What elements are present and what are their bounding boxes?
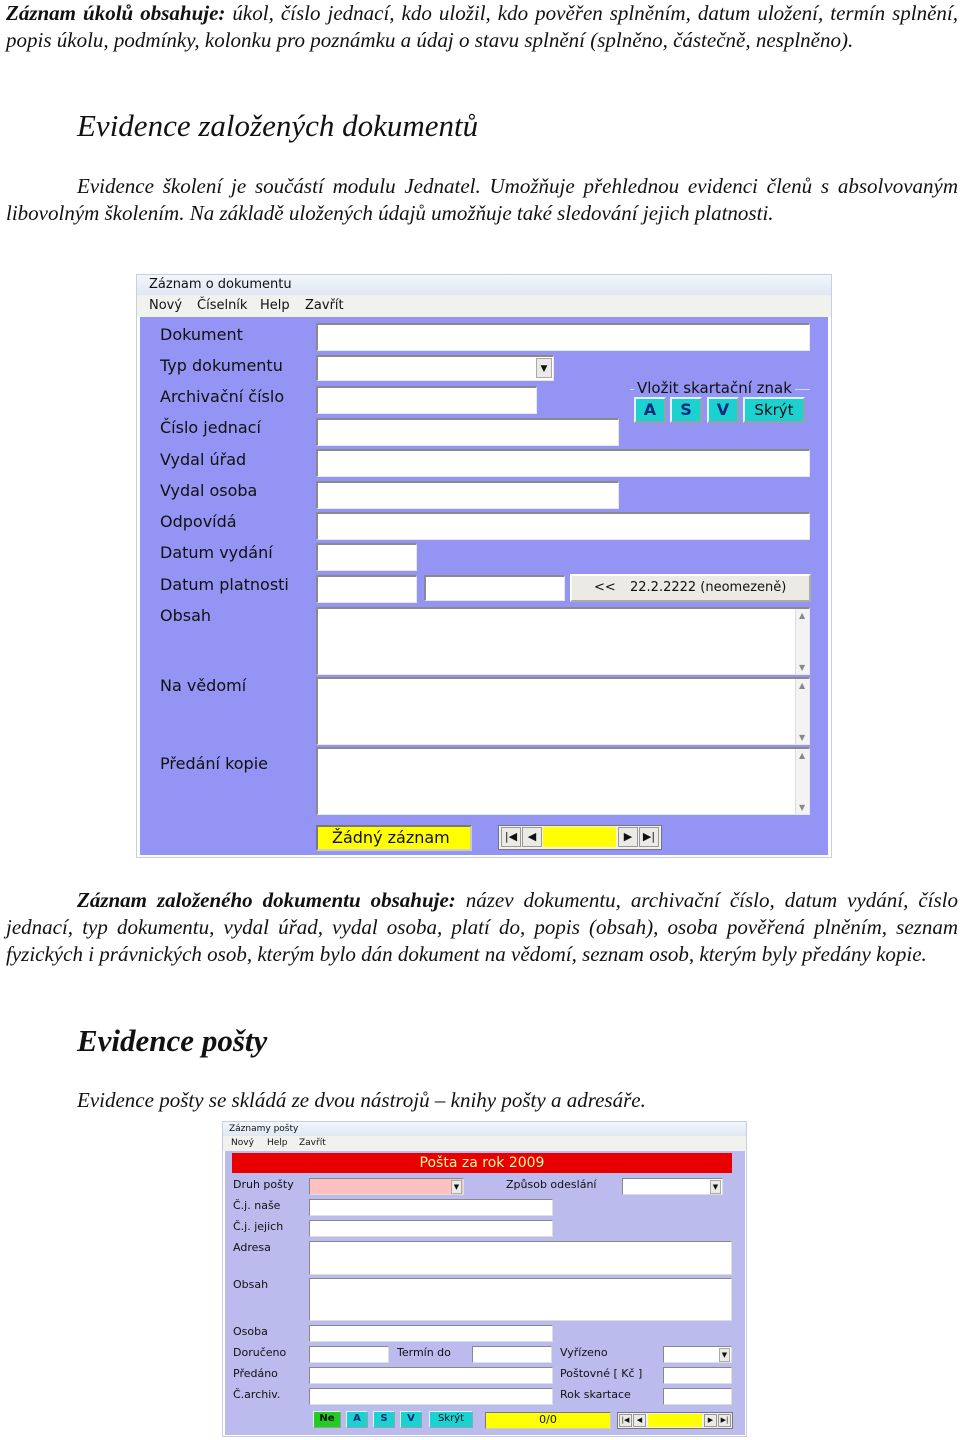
record-navigator: [617, 1412, 733, 1429]
section2-paragraph: Evidence pošty se skládá ze dvou nástrojů – knihy pošty a adresáře.: [77, 1088, 646, 1112]
intro-paragraph: [6, 0, 958, 54]
label-datum-vydani: Datum vydání: [160, 543, 273, 562]
date-button-text: 22.2.2222 (neomezeně): [630, 580, 787, 595]
label-vyrizeno: Vyřízeno: [560, 1346, 608, 1359]
last-record-icon[interactable]: ▶|: [718, 1414, 731, 1427]
dokument-text: název dokumentu, archivační číslo, datum vydání, číslo jednací, typ dokumentu, vydal úřad, vydal osoba, platí do, popis (obsah), osoba pověřená plněním, seznam fyzických i právnických osob, kterým bylo dán dokument na vědomí, seznam osob, kterým byly předány kopie.: [6, 888, 959, 966]
obsah-textarea[interactable]: [309, 1278, 732, 1321]
c-archiv-input[interactable]: [309, 1388, 553, 1405]
next-record-icon[interactable]: ▶: [704, 1414, 717, 1427]
menubar: [223, 1136, 746, 1151]
vydal-urad-input[interactable]: [316, 449, 810, 477]
skartace-v-button[interactable]: V: [400, 1411, 422, 1428]
window-title: Záznamy pošty: [223, 1122, 746, 1136]
label-rok-skartace: Rok skartace: [560, 1388, 631, 1401]
label-druh-posty: Druh pošty: [233, 1178, 294, 1191]
postovne-input[interactable]: [663, 1367, 732, 1384]
scrollbar[interactable]: [795, 749, 809, 814]
status-zadny-zaznam: Žádný záznam: [316, 825, 472, 851]
label-termin-do: Termín do: [397, 1346, 451, 1359]
scroll-down-icon[interactable]: ▼: [799, 733, 806, 742]
heading-dokumenty: Evidence založených dokumentů: [77, 108, 479, 143]
neomezene-date-button[interactable]: [570, 574, 811, 602]
menu-zavrit[interactable]: Zavřít: [299, 1138, 326, 1148]
termin-do-input[interactable]: [472, 1346, 552, 1363]
zpusob-odeslani-select[interactable]: [622, 1178, 723, 1195]
intro-text: úkol, číslo jednací, kdo uložil, kdo pověřen splněním, datum uložení, termín splnění, popis úkolu, podmínky, kolonku pro poznámku a údaj o stavu splnění (splněno, částečně, nesplněno).: [6, 1, 959, 52]
scrollbar[interactable]: [795, 679, 809, 744]
zaznamy-posty-window: [222, 1121, 747, 1437]
cislo-jednaci-input[interactable]: [316, 418, 619, 446]
datum-vydani-input[interactable]: [316, 543, 417, 571]
osoba-input[interactable]: [309, 1325, 553, 1342]
scroll-up-icon[interactable]: ▲: [799, 611, 806, 620]
menubar: [137, 295, 831, 317]
chevron-down-icon[interactable]: ▼: [719, 1348, 730, 1362]
scrollbar[interactable]: [795, 609, 809, 674]
label-dokument: Dokument: [160, 325, 243, 344]
datum-platnosti-extra-input[interactable]: [424, 575, 565, 601]
label-adresa: Adresa: [233, 1241, 271, 1254]
zaznam-o-dokumentu-window: [136, 274, 832, 858]
label-vydal-urad: Vydal úřad: [160, 450, 247, 469]
label-predani-kopie: Předání kopie: [160, 754, 268, 773]
menu-help[interactable]: Help: [260, 298, 290, 313]
druh-posty-select[interactable]: [309, 1178, 464, 1195]
intro-bold: Záznam úkolů obsahuje:: [6, 1, 226, 25]
vyrizeno-select[interactable]: [663, 1346, 732, 1363]
record-position-field[interactable]: [543, 827, 616, 847]
adresa-input[interactable]: [309, 1241, 732, 1275]
typ-dokumentu-select[interactable]: [316, 355, 554, 381]
label-osoba: Osoba: [233, 1325, 268, 1338]
prev-record-icon[interactable]: ◀: [633, 1414, 646, 1427]
record-navigator: [498, 825, 662, 850]
record-count-status: 0/0: [485, 1412, 611, 1429]
skartace-s-button[interactable]: S: [670, 397, 702, 423]
arrows-left-icon: <<: [594, 580, 616, 595]
na-vedomi-textarea[interactable]: [316, 677, 810, 745]
datum-platnosti-input[interactable]: [316, 575, 417, 603]
prev-record-icon[interactable]: ◀: [522, 827, 542, 847]
menu-novy[interactable]: Nový: [231, 1138, 254, 1148]
section1-paragraph: Evidence školení je součástí modulu Jednatel. Umožňuje přehlednou evidenci členů s absolvovaným libovolným školením. Na základě uložených údajů umožňuje také sledování jejich platnosti.: [6, 174, 958, 225]
first-record-icon[interactable]: |◀: [619, 1414, 632, 1427]
scroll-down-icon[interactable]: ▼: [799, 663, 806, 672]
rok-skartace-input[interactable]: [663, 1388, 732, 1405]
form-area: [140, 317, 828, 855]
label-datum-platnosti: Datum platnosti: [160, 575, 289, 594]
dokument-input[interactable]: [316, 323, 810, 351]
label-typ-dokumentu: Typ dokumentu: [160, 356, 283, 375]
label-c-archiv: Č.archiv.: [233, 1388, 281, 1401]
skartace-v-button[interactable]: V: [707, 397, 739, 423]
label-cislo-jednaci: Číslo jednací: [160, 418, 261, 437]
obsah-textarea[interactable]: [316, 607, 810, 675]
predani-kopie-textarea[interactable]: [316, 747, 810, 815]
chevron-down-icon[interactable]: ▼: [536, 358, 552, 378]
next-record-icon[interactable]: ▶: [618, 827, 638, 847]
form-area: [225, 1151, 745, 1435]
posta-banner: Pošta za rok 2009: [232, 1153, 732, 1173]
scroll-down-icon[interactable]: ▼: [799, 803, 806, 812]
label-vydal-osoba: Vydal osoba: [160, 481, 258, 500]
ne-button[interactable]: Ne: [313, 1411, 341, 1428]
scroll-up-icon[interactable]: ▲: [799, 681, 806, 690]
label-cj-nase: Č.j. naše: [233, 1199, 281, 1212]
menu-ciselnik[interactable]: Číselník: [197, 298, 248, 313]
skartace-s-button[interactable]: S: [373, 1411, 395, 1428]
skartacni-group-title: Vložit skartační znak: [634, 379, 795, 397]
label-postovne: Poštovné [ Kč ]: [560, 1367, 643, 1380]
section1-after-paragraph: [6, 887, 958, 968]
menu-novy[interactable]: Nový: [149, 298, 183, 313]
label-obsah: Obsah: [160, 606, 212, 625]
dokument-bold: Záznam založeného dokumentu obsahuje:: [77, 888, 456, 912]
skryt-button[interactable]: Skrýt: [743, 397, 805, 423]
label-odpovida: Odpovídá: [160, 512, 237, 531]
label-predano: Předáno: [233, 1367, 278, 1380]
label-na-vedomi: Na vědomí: [160, 676, 247, 695]
odpovida-input[interactable]: [316, 512, 810, 540]
archivacni-cislo-input[interactable]: [316, 386, 537, 414]
skartace-a-button[interactable]: A: [346, 1411, 368, 1428]
chevron-down-icon[interactable]: ▼: [710, 1180, 721, 1194]
menu-zavrit[interactable]: Zavřít: [305, 298, 344, 313]
menu-help[interactable]: Help: [267, 1138, 288, 1148]
label-zpusob-odeslani: Způsob odeslání: [506, 1178, 597, 1191]
skartace-a-button[interactable]: A: [634, 397, 666, 423]
label-cj-jejich: Č.j. jejich: [233, 1220, 284, 1233]
chevron-down-icon[interactable]: ▼: [451, 1180, 462, 1194]
cj-nase-input[interactable]: [309, 1199, 553, 1216]
first-record-icon[interactable]: |◀: [501, 827, 521, 847]
heading-posta: Evidence pošty: [77, 1023, 268, 1058]
cj-jejich-input[interactable]: [309, 1220, 553, 1237]
label-doruceno: Doručeno: [233, 1346, 287, 1359]
predano-input[interactable]: [309, 1367, 553, 1384]
last-record-icon[interactable]: ▶|: [639, 827, 659, 847]
label-archivacni-cislo: Archivační číslo: [160, 387, 285, 406]
record-position-field[interactable]: [648, 1414, 702, 1427]
scroll-up-icon[interactable]: ▲: [799, 751, 806, 760]
doruceno-input[interactable]: [309, 1346, 389, 1363]
window-title: Záznam o dokumentu: [137, 275, 831, 295]
vydal-osoba-input[interactable]: [316, 481, 619, 509]
label-obsah: Obsah: [233, 1278, 269, 1291]
skryt-button[interactable]: Skrýt: [429, 1411, 473, 1428]
